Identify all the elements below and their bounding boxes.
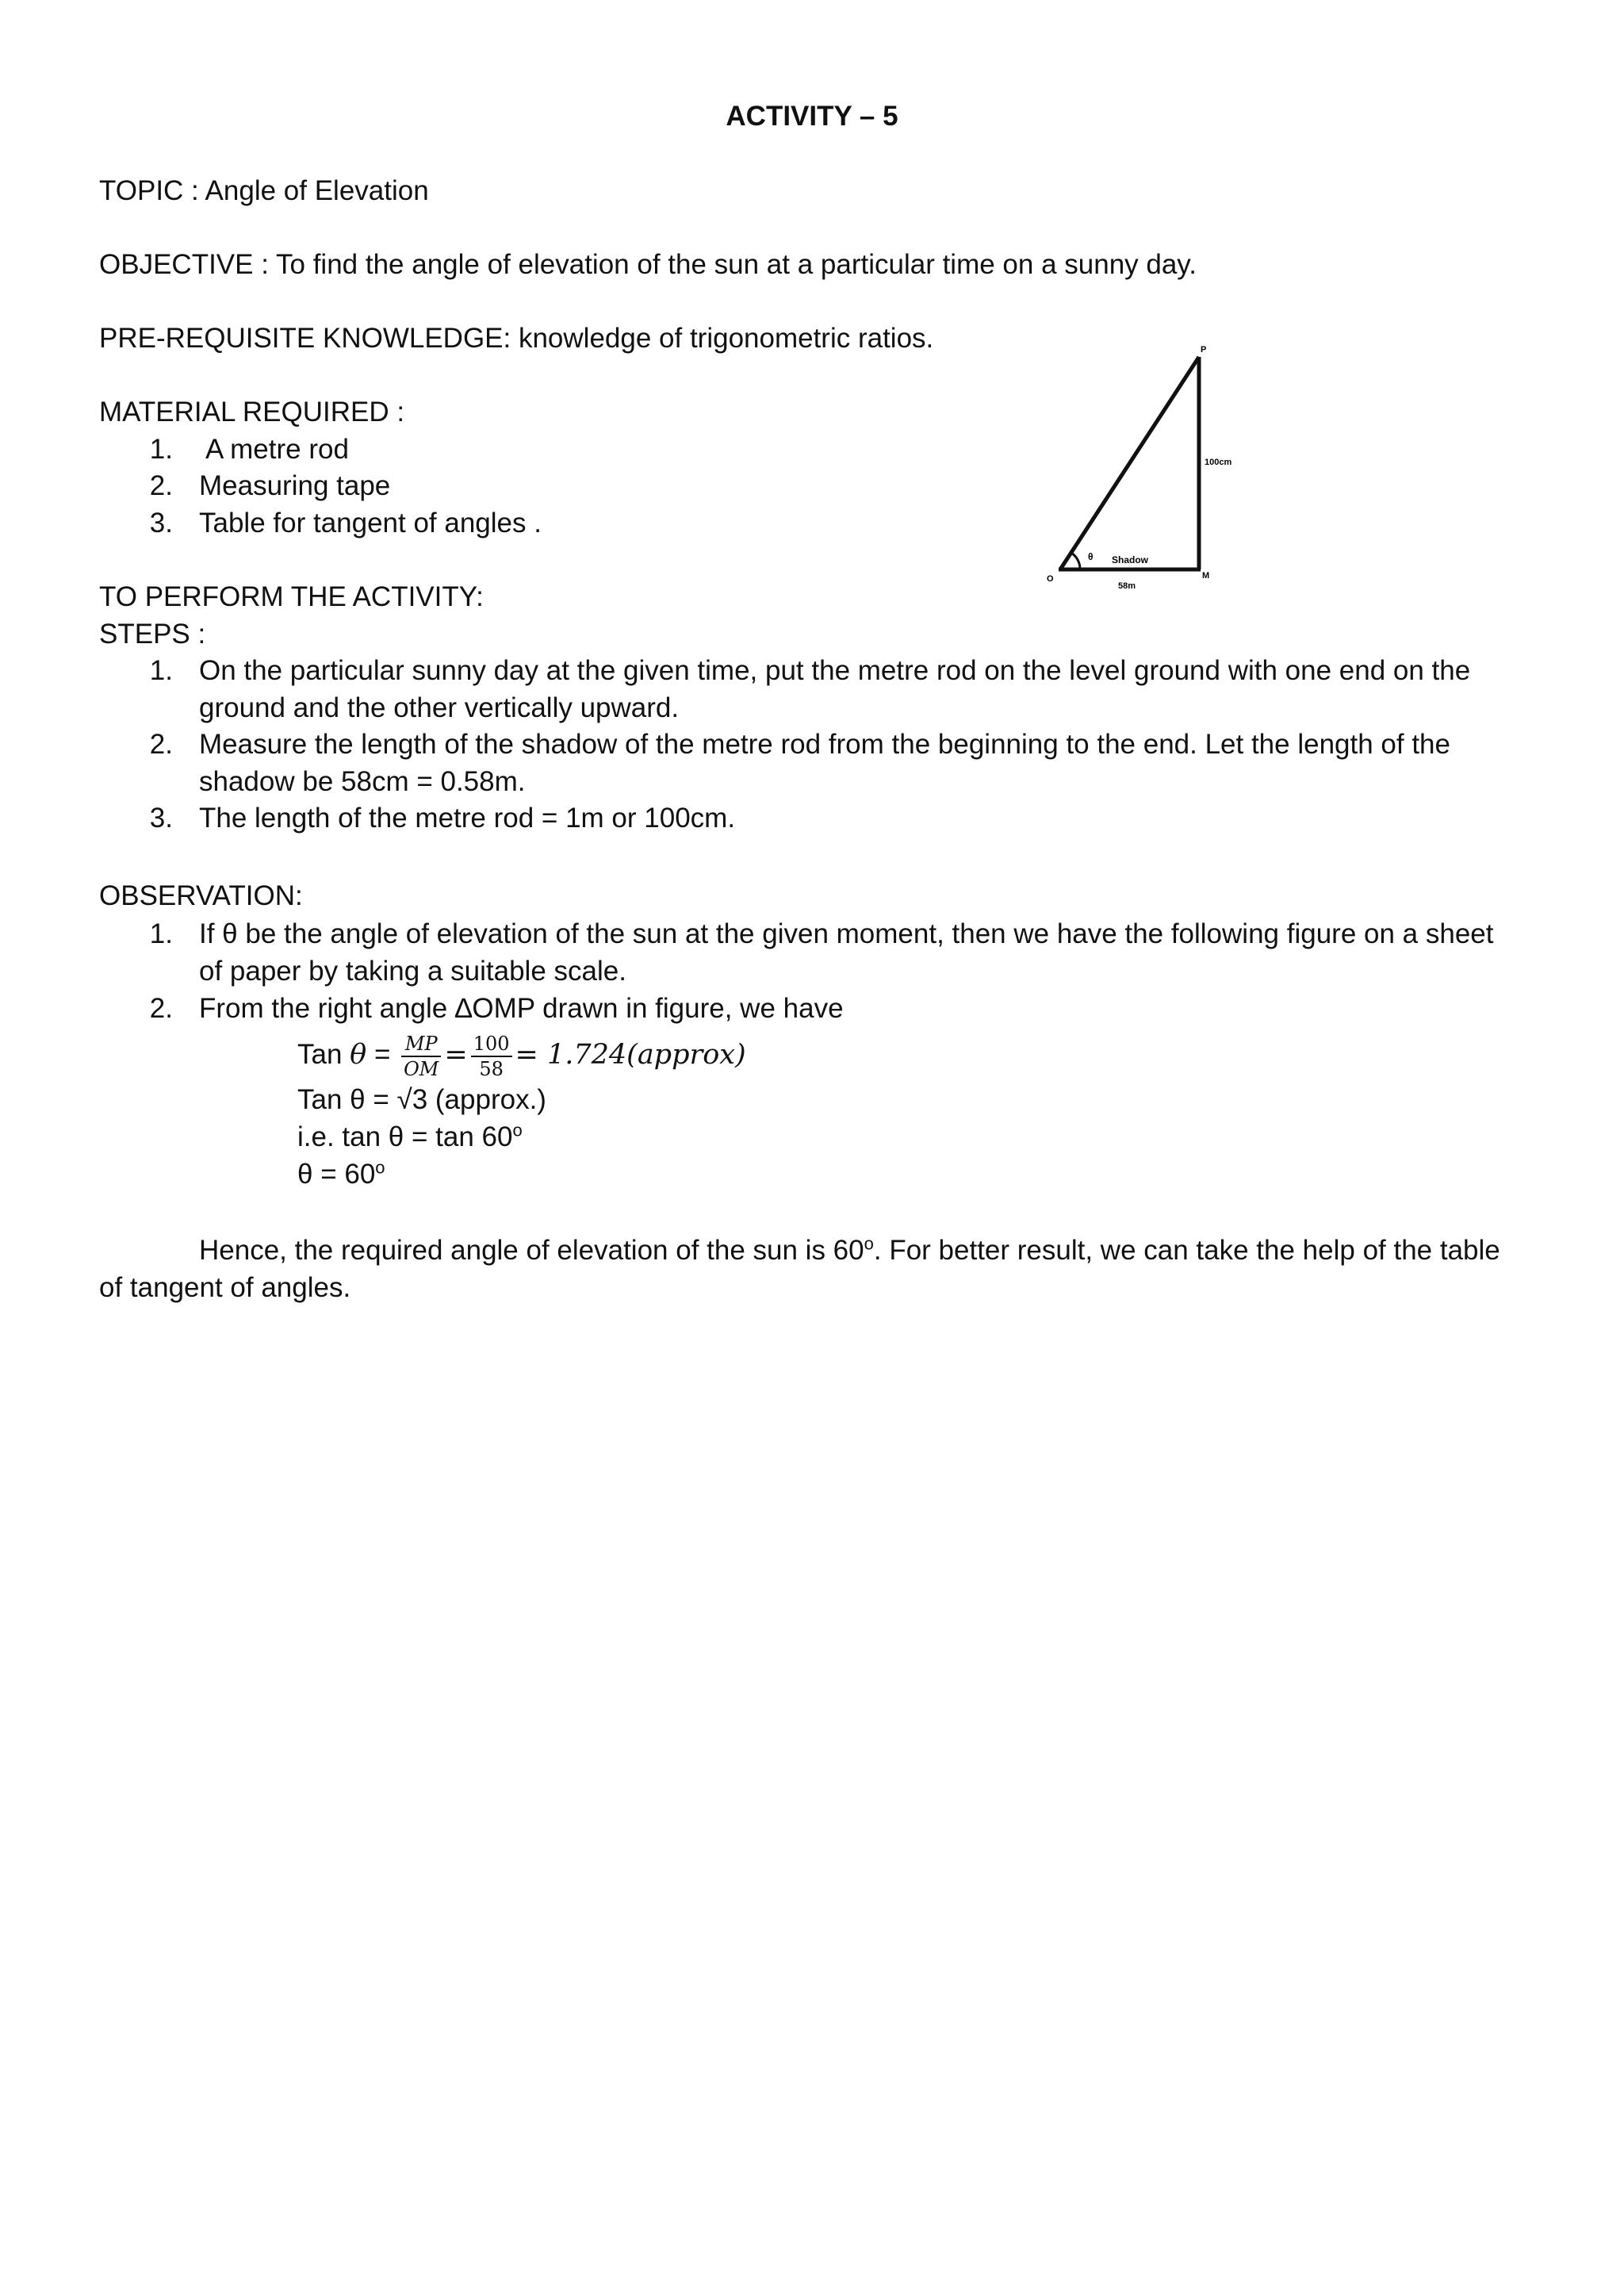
list-text: On the particular sunny day at the given time, put the metre rod on the level ground with one end on the [199,655,1471,686]
eq-text: θ = 60 [297,1159,376,1190]
fraction-denominator: OM [404,1057,439,1080]
list-number: 3. [149,803,173,834]
list-number: 1. [149,918,173,949]
figure-label-m: M [1202,571,1210,581]
list-number: 3. [149,508,173,539]
conclusion-text: . For better result, we can take the help of the table [873,1235,1500,1266]
list-number: 1. [149,434,173,465]
eq-result: = 1.724(approx) [515,1039,746,1071]
equation-tan60 [297,1119,523,1156]
figure-label-base: 58m [1118,581,1136,591]
equation-tan-fraction [297,1031,746,1079]
list-text: A metre rod [205,434,349,465]
eq-prefix: Tan [297,1039,350,1070]
fraction-denominator: 58 [479,1057,504,1080]
figure-angle-arc [1071,553,1080,569]
prerequisite-line: PRE-REQUISITE KNOWLEDGE: knowledge of trigonometric ratios. [99,323,934,354]
equation-sqrt3: Tan θ = √3 (approx.) [297,1084,546,1115]
figure-hypotenuse [1060,357,1199,569]
list-text-continuation: ground and the other vertically upward. [199,692,680,723]
list-text-continuation: shadow be 58cm = 0.58m. [199,766,526,797]
page-title: ACTIVITY – 5 [726,101,898,132]
fraction-mp-om [401,1034,441,1079]
conclusion-line-2: of tangent of angles. [99,1272,351,1303]
list-text: The length of the metre rod = 1m or 100cm. [199,803,736,834]
list-text: Table for tangent of angles . [199,508,542,539]
list-number: 2. [149,729,173,760]
fraction-100-58 [471,1034,512,1079]
list-number: 1. [149,655,173,686]
list-text: Measure the length of the shadow of the metre rod from the beginning to the end. Let the length of the [199,729,1450,760]
eq-theta: θ [350,1039,367,1071]
eq-text: i.e. tan θ = tan 60 [297,1121,513,1152]
figure-label-height: 100cm [1205,458,1232,467]
materials-heading: MATERIAL REQUIRED : [99,397,405,427]
figure-label-shadow: Shadow [1112,554,1149,565]
figure-label-o: O [1047,574,1054,584]
eq-equals-sign: = [444,1039,468,1071]
steps-heading: STEPS : [99,619,206,650]
triangle-figure [1023,333,1261,595]
equation-theta60 [297,1156,385,1194]
list-number: 2. [149,993,173,1024]
conclusion-text: Hence, the required angle of elevation of the sun is 60 [199,1235,864,1266]
list-number: 2. [149,470,173,501]
degree-sign: o [375,1157,385,1178]
topic-line: TOPIC : Angle of Elevation [99,175,429,206]
perform-heading: TO PERFORM THE ACTIVITY: [99,581,484,612]
observation-heading: OBSERVATION: [99,880,303,911]
list-text: From the right angle ∆OMP drawn in figure, we have [199,993,844,1024]
degree-sign: o [864,1233,874,1254]
eq-equals: = [366,1039,399,1070]
list-text-continuation: of paper by taking a suitable scale. [199,956,626,987]
fraction-numerator: 100 [471,1034,512,1057]
list-text: If θ be the angle of elevation of the sun at the given moment, then we have the following figure on a sheet [199,918,1494,949]
figure-label-theta: θ [1088,551,1094,562]
degree-sign: o [512,1120,523,1140]
figure-label-p: P [1201,345,1207,355]
objective-line: OBJECTIVE : To find the angle of elevation of the sun at a particular time on a sunny day. [99,249,1197,280]
fraction-numerator: MP [401,1034,441,1057]
list-text: Measuring tape [199,470,391,501]
conclusion-line-1 [199,1232,1500,1270]
